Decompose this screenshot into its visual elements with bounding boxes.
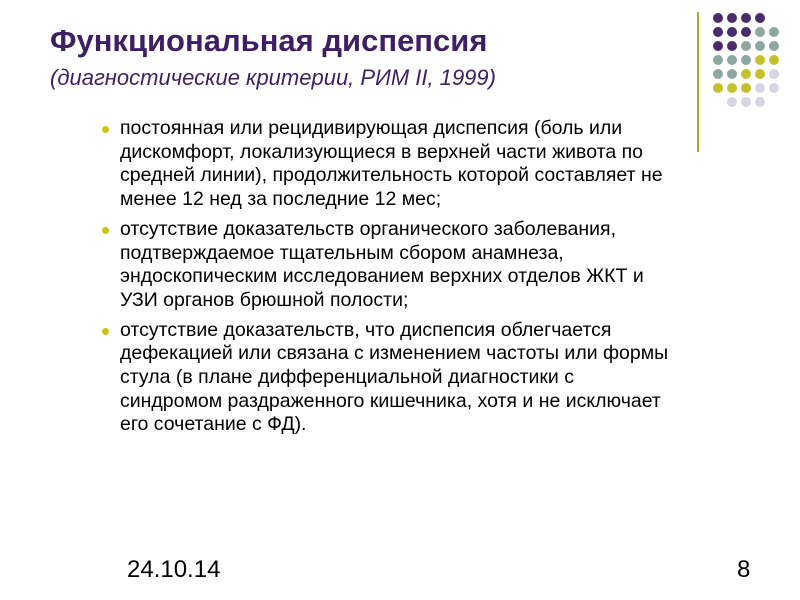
decorative-dot <box>741 13 751 23</box>
bullet-item <box>100 218 680 313</box>
bullet-text: отсутствие доказательств, что диспепсия облегчается дефекацией или связана с изменением частоты или формы стула (в плане дифференциальной диагностики с синдромом раздраженного кишечника, хотя и не исключает его сочетание с ФД). <box>120 318 669 436</box>
decorative-dot <box>769 69 779 79</box>
decorative-dot <box>713 55 723 65</box>
decorative-dot <box>755 69 765 79</box>
bullet-text: отсутствие доказательств органического заболевания, подтверждаемое тщательным сбором анамнеза, эндоскопическим исследованием верхних отделов ЖКТ и УЗИ органов брюшной полости; <box>120 217 644 311</box>
decorative-dot <box>727 27 737 37</box>
bullet-marker-icon <box>102 227 109 234</box>
page-number: 8 <box>737 556 751 583</box>
bullet-list <box>100 117 680 443</box>
bullet-item <box>100 319 680 438</box>
decorative-dot <box>713 83 723 93</box>
vertical-divider <box>697 12 699 152</box>
decorative-dot <box>755 97 765 107</box>
decorative-dot-grid <box>712 12 784 132</box>
decorative-dot <box>755 83 765 93</box>
decorative-dot <box>713 13 723 23</box>
decorative-dot <box>727 13 737 23</box>
decorative-dot <box>769 83 779 93</box>
decorative-dot <box>755 27 765 37</box>
bullet-item <box>100 117 680 212</box>
decorative-dot <box>741 69 751 79</box>
footer-date: 24.10.14 <box>127 556 221 583</box>
decorative-dot <box>713 69 723 79</box>
decorative-dot <box>727 55 737 65</box>
decorative-dot <box>769 27 779 37</box>
decorative-dot <box>741 55 751 65</box>
bullet-marker-icon <box>102 328 109 335</box>
decorative-dot <box>769 55 779 65</box>
decorative-dot <box>741 27 751 37</box>
bullet-marker-icon <box>102 126 109 133</box>
decorative-dot <box>741 97 751 107</box>
decorative-dot <box>741 83 751 93</box>
slide-subtitle: (диагностические критерии, РИМ II, 1999) <box>50 65 496 90</box>
decorative-dot <box>769 41 779 51</box>
decorative-dot <box>741 41 751 51</box>
decorative-dot <box>727 69 737 79</box>
decorative-dot <box>755 41 765 51</box>
slide-title: Функциональная диспепсия <box>50 23 488 58</box>
decorative-dot <box>713 27 723 37</box>
decorative-dot <box>755 55 765 65</box>
decorative-dot <box>727 41 737 51</box>
bullet-text: постоянная или рецидивирующая диспепсия (боль или дискомфорт, локализующиеся в верхней части живота по средней линии), продолжительность которой составляет не менее 12 нед за последние 12 мес; <box>120 117 663 211</box>
decorative-dot <box>755 13 765 23</box>
decorative-dot <box>727 97 737 107</box>
decorative-dot <box>727 83 737 93</box>
decorative-dot <box>713 41 723 51</box>
